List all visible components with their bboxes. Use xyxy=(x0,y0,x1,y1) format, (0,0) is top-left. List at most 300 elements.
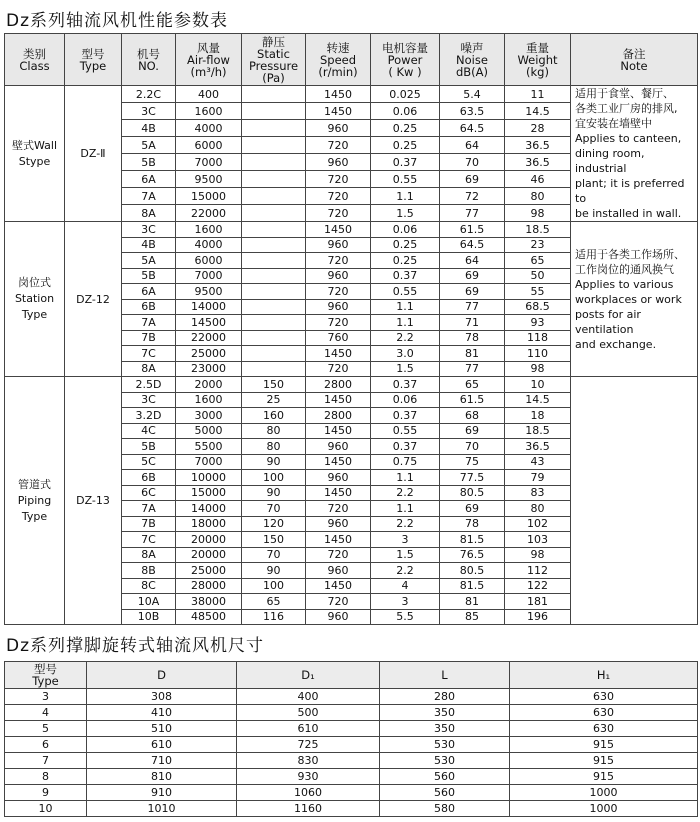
dim-cell: 610 xyxy=(87,737,237,753)
header-line: 噪声 xyxy=(460,40,484,55)
power-cell: 1.5 xyxy=(371,361,440,377)
airflow-cell: 9500 xyxy=(176,171,242,188)
header-line: 类别 xyxy=(23,46,46,61)
speed-cell: 720 xyxy=(306,501,371,517)
dim-cell: 510 xyxy=(87,721,237,737)
power-cell: 0.37 xyxy=(371,377,440,393)
speed-cell: 1450 xyxy=(306,578,371,594)
pressure-cell: 25 xyxy=(242,392,306,408)
pressure-cell xyxy=(242,346,306,362)
type-cell: DZ-13 xyxy=(65,377,122,625)
noise-cell: 61.5 xyxy=(440,222,505,238)
dim-header-cell xyxy=(87,662,237,689)
fan-no-cell: 8A xyxy=(122,547,176,563)
header-line: (Pa) xyxy=(262,70,285,85)
noise-cell: 78 xyxy=(440,330,505,346)
dim-cell: 610 xyxy=(237,721,380,737)
pressure-cell: 100 xyxy=(242,470,306,486)
noise-cell: 71 xyxy=(440,315,505,331)
fan-no-cell: 8B xyxy=(122,563,176,579)
pressure-cell xyxy=(242,361,306,377)
class-line: Type xyxy=(21,308,48,321)
noise-cell: 61.5 xyxy=(440,392,505,408)
speed-cell: 960 xyxy=(306,470,371,486)
airflow-cell: 23000 xyxy=(176,361,242,377)
fan-no-cell: 7B xyxy=(122,330,176,346)
note-line: be installed in wall. xyxy=(575,207,682,220)
noise-cell: 70 xyxy=(440,154,505,171)
noise-cell: 72 xyxy=(440,188,505,205)
fan-no-cell: 7B xyxy=(122,516,176,532)
header-line: Noise xyxy=(456,52,488,67)
fan-no-cell: 5B xyxy=(122,439,176,455)
header-cell xyxy=(65,34,122,86)
noise-cell: 76.5 xyxy=(440,547,505,563)
speed-cell: 1450 xyxy=(306,346,371,362)
header-cell xyxy=(242,34,306,86)
header-line: Static xyxy=(257,46,290,61)
class-line: 管道式 xyxy=(18,477,51,491)
dim-cell: 500 xyxy=(237,705,380,721)
speed-cell: 1450 xyxy=(306,532,371,548)
noise-cell: 69 xyxy=(440,423,505,439)
power-cell: 0.37 xyxy=(371,439,440,455)
airflow-cell: 2000 xyxy=(176,377,242,393)
airflow-cell: 38000 xyxy=(176,594,242,610)
noise-cell: 64 xyxy=(440,253,505,269)
header-line: 重量 xyxy=(526,40,549,55)
header-line: Power xyxy=(387,52,423,67)
header-line: dB(A) xyxy=(455,64,489,79)
power-cell: 2.2 xyxy=(371,563,440,579)
noise-cell: 77 xyxy=(440,361,505,377)
airflow-cell: 1600 xyxy=(176,103,242,120)
dim-header-line: 型号 xyxy=(34,662,57,676)
pressure-cell xyxy=(242,268,306,284)
noise-cell: 81.5 xyxy=(440,578,505,594)
weight-cell: 112 xyxy=(505,563,571,579)
header-cell xyxy=(176,34,242,86)
noise-cell: 69 xyxy=(440,501,505,517)
dim-cell: 1000 xyxy=(510,801,698,817)
weight-cell: 11 xyxy=(505,86,571,103)
class-line: Station xyxy=(14,292,55,305)
speed-cell: 2800 xyxy=(306,377,371,393)
note-line: Applies to various xyxy=(575,277,674,291)
power-cell: 0.37 xyxy=(371,268,440,284)
dim-cell: 630 xyxy=(510,721,698,737)
fan-no-cell: 7A xyxy=(122,501,176,517)
speed-cell: 2800 xyxy=(306,408,371,424)
dim-cell: 1160 xyxy=(237,801,380,817)
airflow-cell: 22000 xyxy=(176,330,242,346)
dimension-table xyxy=(4,661,698,817)
weight-cell: 28 xyxy=(505,120,571,137)
note-cell xyxy=(571,86,698,222)
dim-header-cell xyxy=(510,662,698,689)
airflow-cell: 14000 xyxy=(176,299,242,315)
fan-no-cell: 5B xyxy=(122,154,176,171)
power-cell: 0.37 xyxy=(371,408,440,424)
airflow-cell: 10000 xyxy=(176,470,242,486)
pressure-cell: 70 xyxy=(242,547,306,563)
header-cell xyxy=(371,34,440,86)
dim-row xyxy=(5,737,698,753)
fan-no-cell: 6C xyxy=(122,485,176,501)
dim-cell: 530 xyxy=(380,753,510,769)
pressure-cell xyxy=(242,205,306,222)
note-line: workplaces or work xyxy=(575,292,682,306)
dim-header-cell xyxy=(380,662,510,689)
dimension-header-row xyxy=(5,662,698,689)
fan-no-cell: 6A xyxy=(122,171,176,188)
airflow-cell: 1600 xyxy=(176,222,242,238)
pressure-cell: 80 xyxy=(242,439,306,455)
header-line: Class xyxy=(19,58,50,73)
speed-cell: 720 xyxy=(306,253,371,269)
header-line: 风量 xyxy=(197,40,220,55)
airflow-cell: 25000 xyxy=(176,346,242,362)
pressure-cell xyxy=(242,171,306,188)
airflow-cell: 6000 xyxy=(176,253,242,269)
power-cell: 1.1 xyxy=(371,501,440,517)
dim-row xyxy=(5,721,698,737)
power-cell: 0.25 xyxy=(371,237,440,253)
dim-cell: 915 xyxy=(510,753,698,769)
class-cell xyxy=(5,222,65,377)
dim-cell: 910 xyxy=(87,785,237,801)
airflow-cell: 7000 xyxy=(176,268,242,284)
weight-cell: 14.5 xyxy=(505,392,571,408)
weight-cell: 36.5 xyxy=(505,154,571,171)
speed-cell: 960 xyxy=(306,609,371,625)
pressure-cell xyxy=(242,154,306,171)
airflow-cell: 1600 xyxy=(176,392,242,408)
weight-cell: 50 xyxy=(505,268,571,284)
weight-cell: 18.5 xyxy=(505,222,571,238)
speed-cell: 960 xyxy=(306,237,371,253)
dim-cell: 280 xyxy=(380,689,510,705)
speed-cell: 720 xyxy=(306,205,371,222)
noise-cell: 69 xyxy=(440,284,505,300)
weight-cell: 102 xyxy=(505,516,571,532)
type-cell: DZ-Ⅱ xyxy=(65,86,122,222)
noise-cell: 81 xyxy=(440,346,505,362)
airflow-cell: 4000 xyxy=(176,120,242,137)
speed-cell: 720 xyxy=(306,171,371,188)
power-cell: 2.2 xyxy=(371,485,440,501)
speed-cell: 1450 xyxy=(306,454,371,470)
pressure-cell: 90 xyxy=(242,454,306,470)
fan-no-cell: 8A xyxy=(122,205,176,222)
airflow-cell: 7000 xyxy=(176,154,242,171)
header-line: Type xyxy=(79,58,107,73)
noise-cell: 64 xyxy=(440,137,505,154)
header-line: 机号 xyxy=(137,46,160,61)
weight-cell: 80 xyxy=(505,501,571,517)
header-line: (kg) xyxy=(526,64,549,79)
airflow-cell: 20000 xyxy=(176,532,242,548)
noise-cell: 80.5 xyxy=(440,485,505,501)
power-cell: 0.55 xyxy=(371,423,440,439)
fan-no-cell: 6B xyxy=(122,470,176,486)
airflow-cell: 22000 xyxy=(176,205,242,222)
header-line: 静压 xyxy=(262,34,285,49)
noise-cell: 77 xyxy=(440,299,505,315)
header-cell xyxy=(306,34,371,86)
weight-cell: 181 xyxy=(505,594,571,610)
fan-no-cell: 3C xyxy=(122,103,176,120)
pressure-cell: 80 xyxy=(242,423,306,439)
pressure-cell xyxy=(242,137,306,154)
note-cell xyxy=(571,377,698,625)
power-cell: 3 xyxy=(371,532,440,548)
note-line: Applies to canteen, xyxy=(575,132,682,145)
dim-cell: 10 xyxy=(5,801,87,817)
noise-cell: 81 xyxy=(440,594,505,610)
speed-cell: 720 xyxy=(306,284,371,300)
power-cell: 0.06 xyxy=(371,222,440,238)
dim-row xyxy=(5,705,698,721)
table-row xyxy=(5,222,698,238)
airflow-cell: 4000 xyxy=(176,237,242,253)
dim-cell: 710 xyxy=(87,753,237,769)
airflow-cell: 9500 xyxy=(176,284,242,300)
dim-cell: 560 xyxy=(380,769,510,785)
header-cell xyxy=(440,34,505,86)
note-line: 宜安装在墙壁中 xyxy=(575,117,652,130)
pressure-cell: 150 xyxy=(242,532,306,548)
fan-no-cell: 7A xyxy=(122,188,176,205)
speed-cell: 960 xyxy=(306,299,371,315)
fan-no-cell: 10B xyxy=(122,609,176,625)
weight-cell: 83 xyxy=(505,485,571,501)
dim-cell: 1000 xyxy=(510,785,698,801)
speed-cell: 720 xyxy=(306,361,371,377)
header-line: Weight xyxy=(517,52,558,67)
power-cell: 0.25 xyxy=(371,120,440,137)
dim-cell: 350 xyxy=(380,721,510,737)
note-line: plant; it is preferred to xyxy=(575,177,685,205)
pressure-cell xyxy=(242,237,306,253)
pressure-cell: 160 xyxy=(242,408,306,424)
fan-no-cell: 2.5D xyxy=(122,377,176,393)
dim-cell: 580 xyxy=(380,801,510,817)
power-cell: 0.06 xyxy=(371,392,440,408)
dim-row xyxy=(5,801,698,817)
dim-header-line: D xyxy=(157,668,166,682)
dim-cell: 830 xyxy=(237,753,380,769)
weight-cell: 122 xyxy=(505,578,571,594)
fan-no-cell: 5A xyxy=(122,137,176,154)
weight-cell: 36.5 xyxy=(505,439,571,455)
pressure-cell: 90 xyxy=(242,485,306,501)
dim-header-line: Type xyxy=(32,674,59,688)
dim-cell: 560 xyxy=(380,785,510,801)
dim-cell: 630 xyxy=(510,689,698,705)
performance-header-row xyxy=(5,34,698,86)
power-cell: 3 xyxy=(371,594,440,610)
fan-no-cell: 7C xyxy=(122,346,176,362)
note-line: 适用于食堂、餐厅、 xyxy=(575,87,674,100)
dim-cell: 410 xyxy=(87,705,237,721)
header-cell xyxy=(5,34,65,86)
power-cell: 2.2 xyxy=(371,516,440,532)
fan-no-cell: 3.2D xyxy=(122,408,176,424)
airflow-cell: 15000 xyxy=(176,188,242,205)
pressure-cell xyxy=(242,103,306,120)
header-cell xyxy=(505,34,571,86)
airflow-cell: 7000 xyxy=(176,454,242,470)
dim-cell: 3 xyxy=(5,689,87,705)
airflow-cell: 5500 xyxy=(176,439,242,455)
class-line: 岗位式 xyxy=(18,276,51,289)
dim-header-line: D₁ xyxy=(301,668,315,682)
weight-cell: 14.5 xyxy=(505,103,571,120)
airflow-cell: 20000 xyxy=(176,547,242,563)
power-cell: 1.1 xyxy=(371,315,440,331)
header-line: Pressure xyxy=(248,58,299,73)
header-line: Note xyxy=(620,58,648,73)
dim-header-cell xyxy=(237,662,380,689)
noise-cell: 85 xyxy=(440,609,505,625)
speed-cell: 720 xyxy=(306,594,371,610)
pressure-cell xyxy=(242,86,306,103)
pressure-cell xyxy=(242,120,306,137)
dim-cell: 9 xyxy=(5,785,87,801)
weight-cell: 10 xyxy=(505,377,571,393)
airflow-cell: 25000 xyxy=(176,563,242,579)
speed-cell: 960 xyxy=(306,439,371,455)
dim-row xyxy=(5,689,698,705)
dim-header-cell xyxy=(5,662,87,689)
noise-cell: 81.5 xyxy=(440,532,505,548)
header-line: Air-flow xyxy=(187,52,230,67)
weight-cell: 98 xyxy=(505,361,571,377)
header-line: 电机容量 xyxy=(382,40,428,55)
power-cell: 0.25 xyxy=(371,253,440,269)
speed-cell: 1450 xyxy=(306,222,371,238)
noise-cell: 70 xyxy=(440,439,505,455)
weight-cell: 98 xyxy=(505,547,571,563)
speed-cell: 960 xyxy=(306,516,371,532)
power-cell: 1.5 xyxy=(371,547,440,563)
dim-cell: 1060 xyxy=(237,785,380,801)
fan-no-cell: 4B xyxy=(122,120,176,137)
dim-cell: 1010 xyxy=(87,801,237,817)
pressure-cell: 65 xyxy=(242,594,306,610)
note-line: 各类工业厂房的排风, xyxy=(575,102,678,115)
header-line: ( Kw ) xyxy=(388,64,422,79)
pressure-cell: 70 xyxy=(242,501,306,517)
header-cell xyxy=(571,34,698,86)
class-line: Piping xyxy=(17,493,52,507)
fan-no-cell: 5B xyxy=(122,268,176,284)
power-cell: 1.5 xyxy=(371,205,440,222)
speed-cell: 960 xyxy=(306,563,371,579)
dim-row xyxy=(5,769,698,785)
power-cell: 4 xyxy=(371,578,440,594)
noise-cell: 64.5 xyxy=(440,120,505,137)
pressure-cell xyxy=(242,253,306,269)
noise-cell: 77 xyxy=(440,205,505,222)
class-cell xyxy=(5,377,65,625)
dim-cell: 930 xyxy=(237,769,380,785)
weight-cell: 79 xyxy=(505,470,571,486)
noise-cell: 65 xyxy=(440,377,505,393)
airflow-cell: 3000 xyxy=(176,408,242,424)
noise-cell: 80.5 xyxy=(440,563,505,579)
dim-cell: 6 xyxy=(5,737,87,753)
power-cell: 0.75 xyxy=(371,454,440,470)
power-cell: 2.2 xyxy=(371,330,440,346)
fan-no-cell: 7A xyxy=(122,315,176,331)
power-cell: 0.025 xyxy=(371,86,440,103)
header-line: 型号 xyxy=(81,46,105,61)
speed-cell: 1450 xyxy=(306,392,371,408)
dim-row xyxy=(5,785,698,801)
dim-cell: 4 xyxy=(5,705,87,721)
fan-no-cell: 8A xyxy=(122,361,176,377)
airflow-cell: 14500 xyxy=(176,315,242,331)
power-cell: 0.37 xyxy=(371,154,440,171)
power-cell: 1.1 xyxy=(371,470,440,486)
note-line: dining room, industrial xyxy=(575,147,645,175)
class-line: 壁式Wall xyxy=(11,138,58,152)
header-line: Speed xyxy=(319,52,357,67)
pressure-cell: 120 xyxy=(242,516,306,532)
note-line: posts for air ventilation xyxy=(575,307,641,336)
dim-header-line: H₁ xyxy=(596,668,611,682)
dim-cell: 8 xyxy=(5,769,87,785)
power-cell: 1.1 xyxy=(371,299,440,315)
weight-cell: 196 xyxy=(505,609,571,625)
speed-cell: 960 xyxy=(306,154,371,171)
airflow-cell: 6000 xyxy=(176,137,242,154)
noise-cell: 69 xyxy=(440,268,505,284)
power-cell: 0.55 xyxy=(371,171,440,188)
header-line: (m³/h) xyxy=(190,64,227,79)
weight-cell: 43 xyxy=(505,454,571,470)
speed-cell: 720 xyxy=(306,188,371,205)
noise-cell: 75 xyxy=(440,454,505,470)
speed-cell: 1450 xyxy=(306,423,371,439)
weight-cell: 55 xyxy=(505,284,571,300)
noise-cell: 64.5 xyxy=(440,237,505,253)
power-cell: 0.06 xyxy=(371,103,440,120)
dim-cell: 530 xyxy=(380,737,510,753)
airflow-cell: 400 xyxy=(176,86,242,103)
fan-no-cell: 7C xyxy=(122,532,176,548)
dim-header-line: L xyxy=(441,668,448,682)
weight-cell: 46 xyxy=(505,171,571,188)
header-cell xyxy=(122,34,176,86)
note-line: 工作岗位的通风换气 xyxy=(575,262,674,276)
fan-no-cell: 4C xyxy=(122,423,176,439)
power-cell: 0.55 xyxy=(371,284,440,300)
airflow-cell: 15000 xyxy=(176,485,242,501)
airflow-cell: 28000 xyxy=(176,578,242,594)
note-cell xyxy=(571,222,698,377)
speed-cell: 760 xyxy=(306,330,371,346)
fan-no-cell: 10A xyxy=(122,594,176,610)
fan-no-cell: 2.2C xyxy=(122,86,176,103)
pressure-cell: 150 xyxy=(242,377,306,393)
dim-cell: 7 xyxy=(5,753,87,769)
pressure-cell xyxy=(242,315,306,331)
speed-cell: 1450 xyxy=(306,86,371,103)
weight-cell: 65 xyxy=(505,253,571,269)
